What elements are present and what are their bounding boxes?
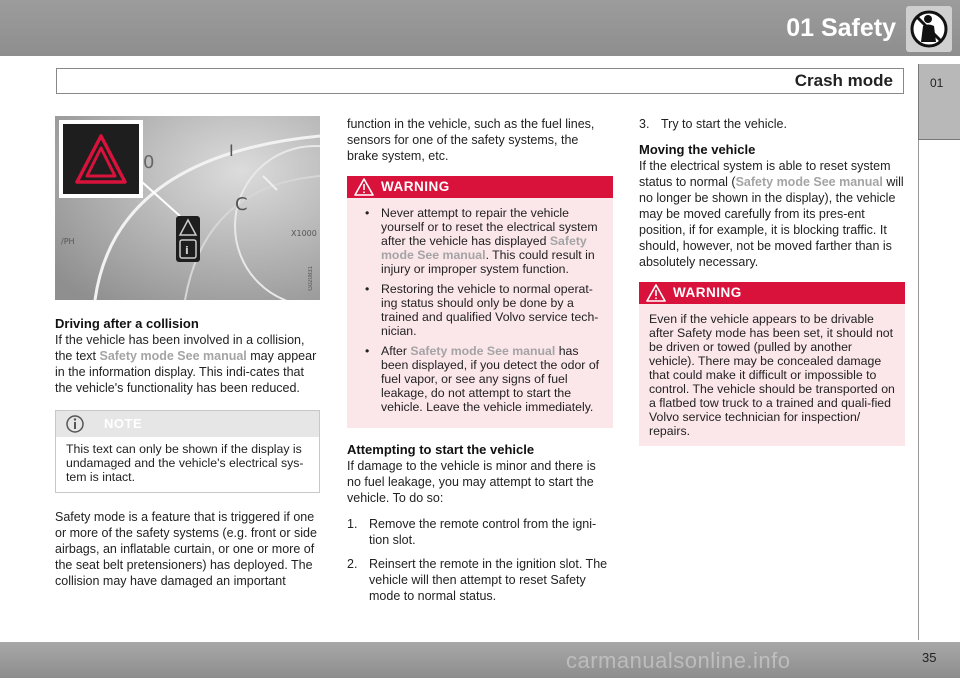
- step-item: 1. Remove the remote control from the igni-tion slot.: [347, 517, 597, 547]
- svg-text:0: 0: [143, 152, 155, 173]
- note-text: This text can only be shown if the display is undamaged and the vehicle's electrical sys-tem is intact.: [66, 442, 304, 484]
- warning-header: [347, 176, 613, 198]
- svg-text:X1000: X1000: [291, 229, 317, 238]
- chapter-tab[interactable]: [918, 64, 960, 140]
- heading-moving-vehicle: Moving the vehicle: [639, 142, 756, 157]
- warning-header: [639, 282, 905, 304]
- step-item: 2. Reinsert the remote in the ignition slot. The vehicle will then attempt to reset Safety mode to normal status.: [347, 557, 608, 603]
- steps-list: [639, 116, 905, 132]
- chapter-title: 01 Safety: [786, 14, 896, 42]
- seatbelt-icon: [906, 6, 952, 52]
- watermark: carmanualsonline.info: [566, 648, 791, 673]
- svg-text:C: C: [235, 194, 248, 215]
- warning-body: [347, 198, 613, 428]
- note-box: [55, 410, 320, 493]
- step-item: 3. Try to start the vehicle.: [639, 117, 787, 131]
- page-number: 35: [922, 650, 937, 665]
- column-1: [55, 116, 320, 599]
- column-2: [347, 116, 613, 612]
- section-title: Crash mode: [794, 71, 893, 90]
- paragraph: If the vehicle has been involved in a collision, the text Safety mode See manual may appear in the information display. This indi-cates that the vehicle's functionality has been reduced.: [55, 333, 317, 395]
- chapter-tab-label: 01: [930, 76, 944, 90]
- warning-triangle-icon: [354, 178, 374, 200]
- display-text-highlight: Safety mode See manual: [99, 349, 247, 363]
- side-divider: [918, 140, 919, 640]
- paragraph: If damage to the vehicle is minor and there is no fuel leakage, you may attempt to start the vehicle. To do so:: [347, 459, 596, 505]
- warning-label: WARNING: [673, 285, 742, 300]
- footer-band: [0, 642, 960, 678]
- image-code: G020831: [308, 266, 314, 291]
- paragraph: Safety mode is a feature that is triggered if one or more of the safety systems (e.g. front or side airbags, an inflatable curtain, or one or more of the seat belt pretensioners) has deployed. The collision may have damaged an important: [55, 510, 317, 588]
- warning-text: Even if the vehicle appears to be drivable after Safety mode has been set, it should not be driven or towed (pulled by another vehicle). There may be concealed damage that could make it difficult or impossible to control. The vehicle should be transported on a flatbed tow truck to a trained and quali-fied Volvo service technician for inspection/ repairs.: [649, 312, 895, 438]
- warning-label: WARNING: [381, 179, 450, 194]
- display-text-highlight: Safety mode See manual: [381, 234, 587, 262]
- column-3: [639, 116, 905, 460]
- svg-text:i: i: [185, 244, 189, 257]
- note-label: NOTE: [104, 416, 143, 431]
- warning-box: [639, 282, 905, 446]
- steps-list: [347, 516, 613, 604]
- info-icon: [66, 415, 84, 437]
- warning-bullet: • Restoring the vehicle to normal operat-ing status should only be done by a trained and qualified Volvo service tech-nician.: [357, 282, 603, 338]
- warning-box: [347, 176, 613, 428]
- svg-text:/PH: /PH: [61, 237, 75, 246]
- warning-triangle-icon: [646, 284, 666, 306]
- note-header: [56, 411, 319, 437]
- paragraph: If the electrical system is able to reset system status to normal (Safety mode See manual will no longer be shown in the display), the vehicle may be moved carefully from its pres-ent position, if for example, it is blocking traffic. It should, however, not be moved farther than is absolutely necessary.: [639, 159, 904, 269]
- section-header: [56, 68, 904, 94]
- dashboard-image: [55, 116, 320, 300]
- paragraph: function in the vehicle, such as the fuel lines, sensors for one of the safety systems, the brake system, etc.: [347, 117, 595, 163]
- warning-bullet: • After Safety mode See manual has been displayed, if you detect the odor of fuel vapor, or see any signs of fuel leakage, do not attempt to start the vehicle. Leave the vehicle immediately.: [357, 344, 603, 414]
- heading-attempting-to-start: Attempting to start the vehicle: [347, 442, 535, 457]
- svg-text:I: I: [229, 141, 234, 160]
- display-text-highlight: Safety mode See manual: [735, 175, 883, 189]
- warning-bullet: • Never attempt to repair the vehicle yourself or to reset the electrical system after the vehicle has displayed Safety mode See manual. This could result in injury or improper system function.: [357, 206, 603, 276]
- heading-driving-after-collision: Driving after a collision: [55, 316, 199, 331]
- display-text-highlight: Safety mode See manual: [410, 344, 556, 358]
